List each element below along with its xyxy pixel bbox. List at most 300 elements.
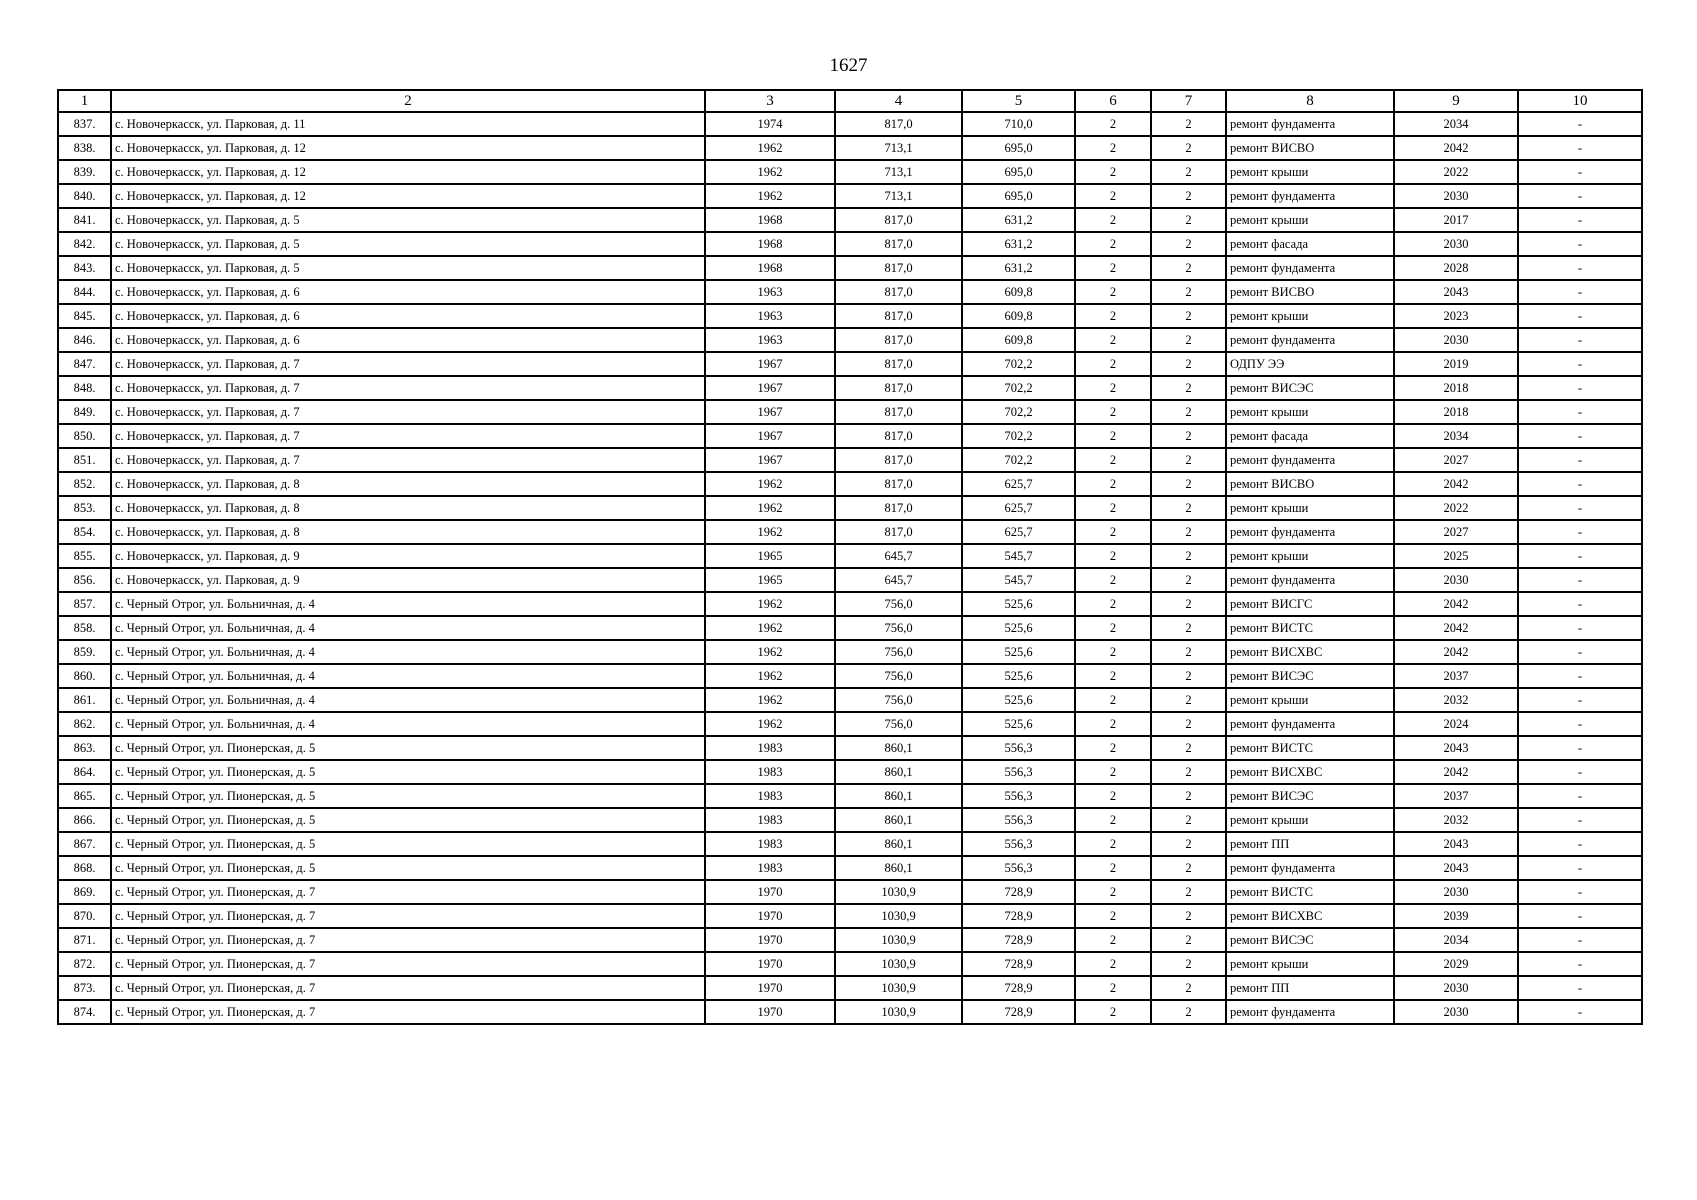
living-area-cell: 631,2	[962, 208, 1075, 232]
table-row	[58, 808, 1642, 832]
table-row	[58, 904, 1642, 928]
address-cell: с. Новочеркасск, ул. Парковая, д. 6	[111, 280, 705, 304]
entrances-cell: 2	[1151, 472, 1226, 496]
total-area-cell: 645,7	[835, 568, 962, 592]
total-area-cell: 756,0	[835, 688, 962, 712]
row-number-cell: 866.	[58, 808, 111, 832]
row-number-cell: 874.	[58, 1000, 111, 1024]
year-built-cell: 1962	[705, 520, 835, 544]
total-area-cell: 817,0	[835, 400, 962, 424]
floors-cell: 2	[1075, 544, 1151, 568]
floors-cell: 2	[1075, 232, 1151, 256]
table-row	[58, 208, 1642, 232]
entrances-cell: 2	[1151, 136, 1226, 160]
table-row	[58, 136, 1642, 160]
year-built-cell: 1983	[705, 832, 835, 856]
address-cell: с. Новочеркасск, ул. Парковая, д. 8	[111, 496, 705, 520]
column-header-9: 9	[1394, 90, 1518, 112]
note-cell: -	[1518, 472, 1642, 496]
entrances-cell: 2	[1151, 760, 1226, 784]
work-type-cell: ремонт фундамента	[1226, 112, 1394, 136]
address-cell: с. Черный Отрог, ул. Пионерская, д. 7	[111, 904, 705, 928]
row-number-cell: 839.	[58, 160, 111, 184]
living-area-cell: 728,9	[962, 904, 1075, 928]
address-cell: с. Черный Отрог, ул. Больничная, д. 4	[111, 688, 705, 712]
note-cell: -	[1518, 280, 1642, 304]
planned-year-cell: 2019	[1394, 352, 1518, 376]
year-built-cell: 1962	[705, 160, 835, 184]
address-cell: с. Черный Отрог, ул. Пионерская, д. 7	[111, 928, 705, 952]
total-area-cell: 817,0	[835, 256, 962, 280]
table-row	[58, 112, 1642, 136]
work-type-cell: ремонт фундамента	[1226, 712, 1394, 736]
planned-year-cell: 2023	[1394, 304, 1518, 328]
year-built-cell: 1962	[705, 592, 835, 616]
year-built-cell: 1968	[705, 256, 835, 280]
entrances-cell: 2	[1151, 856, 1226, 880]
note-cell: -	[1518, 496, 1642, 520]
year-built-cell: 1963	[705, 304, 835, 328]
planned-year-cell: 2030	[1394, 1000, 1518, 1024]
address-cell: с. Новочеркасск, ул. Парковая, д. 12	[111, 136, 705, 160]
floors-cell: 2	[1075, 520, 1151, 544]
planned-year-cell: 2043	[1394, 832, 1518, 856]
work-type-cell: ремонт фундамента	[1226, 448, 1394, 472]
floors-cell: 2	[1075, 184, 1151, 208]
planned-year-cell: 2030	[1394, 568, 1518, 592]
address-cell: с. Черный Отрог, ул. Пионерская, д. 7	[111, 1000, 705, 1024]
year-built-cell: 1970	[705, 880, 835, 904]
work-type-cell: ремонт ВИСХВС	[1226, 760, 1394, 784]
table-row	[58, 352, 1642, 376]
floors-cell: 2	[1075, 1000, 1151, 1024]
address-cell: с. Новочеркасск, ул. Парковая, д. 6	[111, 328, 705, 352]
entrances-cell: 2	[1151, 928, 1226, 952]
address-cell: с. Новочеркасск, ул. Парковая, д. 6	[111, 304, 705, 328]
year-built-cell: 1962	[705, 712, 835, 736]
year-built-cell: 1967	[705, 352, 835, 376]
table-row	[58, 736, 1642, 760]
table-row	[58, 472, 1642, 496]
year-built-cell: 1970	[705, 928, 835, 952]
total-area-cell: 1030,9	[835, 928, 962, 952]
planned-year-cell: 2037	[1394, 664, 1518, 688]
table-row	[58, 1000, 1642, 1024]
table-row	[58, 232, 1642, 256]
planned-year-cell: 2042	[1394, 640, 1518, 664]
table-row	[58, 688, 1642, 712]
row-number-cell: 852.	[58, 472, 111, 496]
planned-year-cell: 2030	[1394, 184, 1518, 208]
address-cell: с. Черный Отрог, ул. Больничная, д. 4	[111, 640, 705, 664]
table-row	[58, 184, 1642, 208]
floors-cell: 2	[1075, 736, 1151, 760]
table-row	[58, 880, 1642, 904]
row-number-cell: 851.	[58, 448, 111, 472]
work-type-cell: ремонт ПП	[1226, 832, 1394, 856]
note-cell: -	[1518, 232, 1642, 256]
note-cell: -	[1518, 640, 1642, 664]
work-type-cell: ремонт фундамента	[1226, 856, 1394, 880]
year-built-cell: 1962	[705, 688, 835, 712]
planned-year-cell: 2042	[1394, 760, 1518, 784]
address-cell: с. Новочеркасск, ул. Парковая, д. 7	[111, 400, 705, 424]
total-area-cell: 817,0	[835, 304, 962, 328]
living-area-cell: 728,9	[962, 1000, 1075, 1024]
living-area-cell: 625,7	[962, 496, 1075, 520]
year-built-cell: 1967	[705, 448, 835, 472]
living-area-cell: 556,3	[962, 856, 1075, 880]
floors-cell: 2	[1075, 136, 1151, 160]
entrances-cell: 2	[1151, 808, 1226, 832]
address-cell: с. Новочеркасск, ул. Парковая, д. 7	[111, 448, 705, 472]
note-cell: -	[1518, 400, 1642, 424]
planned-year-cell: 2017	[1394, 208, 1518, 232]
row-number-cell: 873.	[58, 976, 111, 1000]
entrances-cell: 2	[1151, 904, 1226, 928]
note-cell: -	[1518, 376, 1642, 400]
floors-cell: 2	[1075, 856, 1151, 880]
address-cell: с. Новочеркасск, ул. Парковая, д. 5	[111, 208, 705, 232]
year-built-cell: 1965	[705, 568, 835, 592]
total-area-cell: 756,0	[835, 712, 962, 736]
address-cell: с. Черный Отрог, ул. Больничная, д. 4	[111, 712, 705, 736]
year-built-cell: 1963	[705, 328, 835, 352]
planned-year-cell: 2037	[1394, 784, 1518, 808]
planned-year-cell: 2018	[1394, 376, 1518, 400]
note-cell: -	[1518, 592, 1642, 616]
living-area-cell: 625,7	[962, 472, 1075, 496]
total-area-cell: 1030,9	[835, 952, 962, 976]
entrances-cell: 2	[1151, 328, 1226, 352]
floors-cell: 2	[1075, 376, 1151, 400]
planned-year-cell: 2030	[1394, 232, 1518, 256]
total-area-cell: 817,0	[835, 376, 962, 400]
planned-year-cell: 2034	[1394, 424, 1518, 448]
table-body	[58, 112, 1642, 1024]
table-row	[58, 376, 1642, 400]
work-type-cell: ремонт ВИСЭС	[1226, 784, 1394, 808]
total-area-cell: 817,0	[835, 448, 962, 472]
planned-year-cell: 2043	[1394, 736, 1518, 760]
total-area-cell: 817,0	[835, 328, 962, 352]
note-cell: -	[1518, 256, 1642, 280]
living-area-cell: 556,3	[962, 736, 1075, 760]
total-area-cell: 817,0	[835, 352, 962, 376]
row-number-cell: 840.	[58, 184, 111, 208]
address-cell: с. Черный Отрог, ул. Пионерская, д. 5	[111, 784, 705, 808]
row-number-cell: 863.	[58, 736, 111, 760]
note-cell: -	[1518, 976, 1642, 1000]
total-area-cell: 817,0	[835, 520, 962, 544]
living-area-cell: 702,2	[962, 376, 1075, 400]
column-header-3: 3	[705, 90, 835, 112]
floors-cell: 2	[1075, 424, 1151, 448]
work-type-cell: ремонт ВИСХВС	[1226, 640, 1394, 664]
row-number-cell: 850.	[58, 424, 111, 448]
table-row	[58, 280, 1642, 304]
total-area-cell: 713,1	[835, 136, 962, 160]
living-area-cell: 556,3	[962, 832, 1075, 856]
total-area-cell: 817,0	[835, 112, 962, 136]
total-area-cell: 645,7	[835, 544, 962, 568]
table-row	[58, 664, 1642, 688]
entrances-cell: 2	[1151, 400, 1226, 424]
table-row	[58, 856, 1642, 880]
living-area-cell: 702,2	[962, 352, 1075, 376]
living-area-cell: 695,0	[962, 184, 1075, 208]
total-area-cell: 756,0	[835, 616, 962, 640]
floors-cell: 2	[1075, 952, 1151, 976]
address-cell: с. Черный Отрог, ул. Пионерская, д. 5	[111, 760, 705, 784]
note-cell: -	[1518, 616, 1642, 640]
column-header-8: 8	[1226, 90, 1394, 112]
total-area-cell: 817,0	[835, 208, 962, 232]
floors-cell: 2	[1075, 928, 1151, 952]
year-built-cell: 1962	[705, 496, 835, 520]
entrances-cell: 2	[1151, 616, 1226, 640]
total-area-cell: 817,0	[835, 472, 962, 496]
address-cell: с. Новочеркасск, ул. Парковая, д. 8	[111, 520, 705, 544]
living-area-cell: 609,8	[962, 304, 1075, 328]
work-type-cell: ремонт ВИСГС	[1226, 592, 1394, 616]
note-cell: -	[1518, 304, 1642, 328]
row-number-cell: 868.	[58, 856, 111, 880]
living-area-cell: 728,9	[962, 976, 1075, 1000]
work-type-cell: ремонт крыши	[1226, 688, 1394, 712]
living-area-cell: 695,0	[962, 160, 1075, 184]
planned-year-cell: 2034	[1394, 928, 1518, 952]
entrances-cell: 2	[1151, 160, 1226, 184]
row-number-cell: 861.	[58, 688, 111, 712]
row-number-cell: 869.	[58, 880, 111, 904]
registry-table	[57, 89, 1643, 1025]
floors-cell: 2	[1075, 256, 1151, 280]
address-cell: с. Черный Отрог, ул. Пионерская, д. 5	[111, 736, 705, 760]
note-cell: -	[1518, 856, 1642, 880]
work-type-cell: ремонт крыши	[1226, 808, 1394, 832]
planned-year-cell: 2030	[1394, 976, 1518, 1000]
row-number-cell: 841.	[58, 208, 111, 232]
living-area-cell: 728,9	[962, 928, 1075, 952]
note-cell: -	[1518, 712, 1642, 736]
work-type-cell: ремонт крыши	[1226, 400, 1394, 424]
planned-year-cell: 2032	[1394, 688, 1518, 712]
note-cell: -	[1518, 904, 1642, 928]
year-built-cell: 1983	[705, 760, 835, 784]
floors-cell: 2	[1075, 880, 1151, 904]
row-number-cell: 871.	[58, 928, 111, 952]
entrances-cell: 2	[1151, 976, 1226, 1000]
column-header-10: 10	[1518, 90, 1642, 112]
note-cell: -	[1518, 208, 1642, 232]
row-number-cell: 854.	[58, 520, 111, 544]
entrances-cell: 2	[1151, 736, 1226, 760]
entrances-cell: 2	[1151, 784, 1226, 808]
total-area-cell: 860,1	[835, 808, 962, 832]
planned-year-cell: 2032	[1394, 808, 1518, 832]
floors-cell: 2	[1075, 808, 1151, 832]
note-cell: -	[1518, 160, 1642, 184]
planned-year-cell: 2029	[1394, 952, 1518, 976]
address-cell: с. Черный Отрог, ул. Пионерская, д. 7	[111, 976, 705, 1000]
entrances-cell: 2	[1151, 304, 1226, 328]
year-built-cell: 1983	[705, 808, 835, 832]
floors-cell: 2	[1075, 592, 1151, 616]
work-type-cell: ремонт ВИСЭС	[1226, 928, 1394, 952]
year-built-cell: 1970	[705, 1000, 835, 1024]
note-cell: -	[1518, 568, 1642, 592]
entrances-cell: 2	[1151, 280, 1226, 304]
note-cell: -	[1518, 424, 1642, 448]
year-built-cell: 1962	[705, 616, 835, 640]
column-header-4: 4	[835, 90, 962, 112]
table-row	[58, 784, 1642, 808]
planned-year-cell: 2024	[1394, 712, 1518, 736]
floors-cell: 2	[1075, 616, 1151, 640]
address-cell: с. Новочеркасск, ул. Парковая, д. 12	[111, 160, 705, 184]
entrances-cell: 2	[1151, 424, 1226, 448]
row-number-cell: 867.	[58, 832, 111, 856]
work-type-cell: ремонт фундамента	[1226, 568, 1394, 592]
page-number: 1627	[829, 55, 868, 76]
entrances-cell: 2	[1151, 496, 1226, 520]
note-cell: -	[1518, 328, 1642, 352]
entrances-cell: 2	[1151, 592, 1226, 616]
living-area-cell: 609,8	[962, 280, 1075, 304]
note-cell: -	[1518, 1000, 1642, 1024]
living-area-cell: 556,3	[962, 760, 1075, 784]
note-cell: -	[1518, 760, 1642, 784]
row-number-cell: 864.	[58, 760, 111, 784]
note-cell: -	[1518, 832, 1642, 856]
note-cell: -	[1518, 664, 1642, 688]
entrances-cell: 2	[1151, 256, 1226, 280]
address-cell: с. Новочеркасск, ул. Парковая, д. 11	[111, 112, 705, 136]
entrances-cell: 2	[1151, 376, 1226, 400]
planned-year-cell: 2034	[1394, 112, 1518, 136]
work-type-cell: ремонт крыши	[1226, 496, 1394, 520]
row-number-cell: 838.	[58, 136, 111, 160]
work-type-cell: ремонт фундамента	[1226, 184, 1394, 208]
living-area-cell: 545,7	[962, 568, 1075, 592]
planned-year-cell: 2043	[1394, 856, 1518, 880]
note-cell: -	[1518, 520, 1642, 544]
table-row	[58, 424, 1642, 448]
entrances-cell: 2	[1151, 448, 1226, 472]
table-row	[58, 832, 1642, 856]
address-cell: с. Черный Отрог, ул. Больничная, д. 4	[111, 592, 705, 616]
table-row	[58, 568, 1642, 592]
address-cell: с. Новочеркасск, ул. Парковая, д. 8	[111, 472, 705, 496]
total-area-cell: 817,0	[835, 280, 962, 304]
total-area-cell: 860,1	[835, 760, 962, 784]
table-row	[58, 616, 1642, 640]
note-cell: -	[1518, 544, 1642, 568]
table-row	[58, 928, 1642, 952]
planned-year-cell: 2025	[1394, 544, 1518, 568]
year-built-cell: 1970	[705, 976, 835, 1000]
header-row	[58, 90, 1642, 112]
table-row	[58, 304, 1642, 328]
work-type-cell: ремонт крыши	[1226, 208, 1394, 232]
living-area-cell: 545,7	[962, 544, 1075, 568]
year-built-cell: 1962	[705, 664, 835, 688]
note-cell: -	[1518, 784, 1642, 808]
work-type-cell: ремонт фундамента	[1226, 520, 1394, 544]
total-area-cell: 1030,9	[835, 880, 962, 904]
total-area-cell: 817,0	[835, 232, 962, 256]
total-area-cell: 756,0	[835, 640, 962, 664]
table-row	[58, 592, 1642, 616]
row-number-cell: 847.	[58, 352, 111, 376]
note-cell: -	[1518, 448, 1642, 472]
table-row	[58, 640, 1642, 664]
total-area-cell: 713,1	[835, 160, 962, 184]
row-number-cell: 845.	[58, 304, 111, 328]
year-built-cell: 1983	[705, 784, 835, 808]
planned-year-cell: 2043	[1394, 280, 1518, 304]
work-type-cell: ремонт крыши	[1226, 544, 1394, 568]
work-type-cell: ремонт ВИСЭС	[1226, 376, 1394, 400]
entrances-cell: 2	[1151, 832, 1226, 856]
row-number-cell: 846.	[58, 328, 111, 352]
planned-year-cell: 2042	[1394, 616, 1518, 640]
row-number-cell: 837.	[58, 112, 111, 136]
table-row	[58, 712, 1642, 736]
row-number-cell: 849.	[58, 400, 111, 424]
year-built-cell: 1970	[705, 904, 835, 928]
floors-cell: 2	[1075, 304, 1151, 328]
floors-cell: 2	[1075, 712, 1151, 736]
total-area-cell: 860,1	[835, 832, 962, 856]
living-area-cell: 625,7	[962, 520, 1075, 544]
entrances-cell: 2	[1151, 664, 1226, 688]
floors-cell: 2	[1075, 784, 1151, 808]
total-area-cell: 817,0	[835, 496, 962, 520]
entrances-cell: 2	[1151, 520, 1226, 544]
work-type-cell: ремонт ВИСТС	[1226, 616, 1394, 640]
entrances-cell: 2	[1151, 112, 1226, 136]
floors-cell: 2	[1075, 496, 1151, 520]
work-type-cell: ОДПУ ЭЭ	[1226, 352, 1394, 376]
row-number-cell: 862.	[58, 712, 111, 736]
column-header-5: 5	[962, 90, 1075, 112]
entrances-cell: 2	[1151, 544, 1226, 568]
address-cell: с. Новочеркасск, ул. Парковая, д. 9	[111, 544, 705, 568]
year-built-cell: 1967	[705, 424, 835, 448]
year-built-cell: 1962	[705, 472, 835, 496]
address-cell: с. Новочеркасск, ул. Парковая, д. 7	[111, 376, 705, 400]
year-built-cell: 1983	[705, 736, 835, 760]
planned-year-cell: 2042	[1394, 472, 1518, 496]
living-area-cell: 710,0	[962, 112, 1075, 136]
floors-cell: 2	[1075, 664, 1151, 688]
total-area-cell: 1030,9	[835, 1000, 962, 1024]
total-area-cell: 1030,9	[835, 976, 962, 1000]
year-built-cell: 1962	[705, 640, 835, 664]
table-row	[58, 976, 1642, 1000]
entrances-cell: 2	[1151, 640, 1226, 664]
floors-cell: 2	[1075, 688, 1151, 712]
row-number-cell: 865.	[58, 784, 111, 808]
entrances-cell: 2	[1151, 952, 1226, 976]
table-row	[58, 544, 1642, 568]
table-row	[58, 328, 1642, 352]
floors-cell: 2	[1075, 280, 1151, 304]
address-cell: с. Новочеркасск, ул. Парковая, д. 9	[111, 568, 705, 592]
entrances-cell: 2	[1151, 352, 1226, 376]
